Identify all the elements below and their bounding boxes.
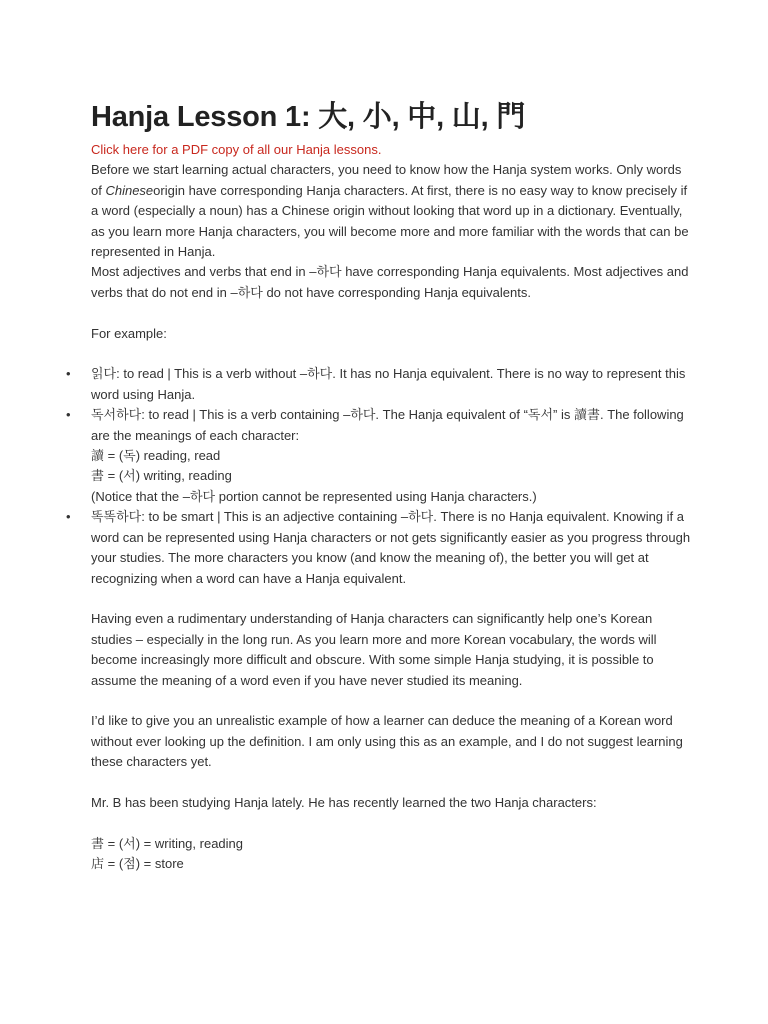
example-line: 읽다: to read | This is a verb without –하다. It has no Hanja equivalent. There is no way to represent this word using Hanja. [91,366,686,402]
example-line: 독서하다: to read | This is a verb containing –하다. The Hanja equivalent of “독서” is 讀書. The following are the meanings of each character: [91,407,684,443]
mr-b-paragraph: Mr. B has been studying Hanja lately. He has recently learned the two Hanja characters: [91,794,597,810]
rule-paragraph: Most adjectives and verbs that end in –하다 have corresponding Hanja equivalents. Most adjectives and verbs that do not end in –하다 do not have corresponding Hanja equivalents. [91,264,689,300]
for-example-label: For example: [91,325,167,341]
page-title: Hanja Lesson 1: 大, 小, 中, 山, 門 [91,101,526,133]
example-line: 書 = (서) writing, reading [91,468,232,484]
character-line: 書 = (서) = writing, reading [91,835,244,851]
pdf-download-link[interactable]: Click here for a PDF copy of all our Hanja lessons. [91,142,382,157]
list-item [66,405,691,507]
intro-emphasis: Chinese [105,182,154,198]
intro-text-after: origin have corresponding Hanja characters. At first, there is no easy way to know precisely if a word (especially a noun) has a Chinese origin without looking that word up in a dictionary. Eventually, as you learn more Hanja characters, you will become more and more familiar with the words that can be represented in Hanja. [91,182,689,260]
bullet: • [66,407,71,423]
lesson-body [66,140,691,875]
character-line: 店 = (점) = store [91,856,184,872]
understanding-paragraph: Having even a rudimentary understanding of Hanja characters can significantly help one’s Korean studies – especially in the long run. As you learn more and more Korean vocabulary, the words will become increasingly more difficult and obscure. With some simple Hanja studying, it is possible to assume the meaning of a word even if you have never studied its meaning. [91,611,657,688]
unrealistic-example-paragraph: I’d like to give you an unrealistic example of how a learner can deduce the meaning of a Korean word without ever looking up the definition. I am only using this as an example, and I do not suggest learning these characters yet. [91,713,683,770]
intro-text-before: Before we start learning actual characters, you need to know how the Hanja system works. Only words of [91,162,682,198]
intro-paragraph [91,160,691,262]
list-item [66,507,691,589]
example-line: 똑똑하다: to be smart | This is an adjective containing –하다. There is no Hanja equivalent. Knowing if a word can be represented using Hanja characters or not gets significantly easier as you progress through your studies. The more characters you know (and know the meaning of), the better you will get at recognizing when a word can have a Hanja equivalent. [91,509,691,586]
example-line: 讀 = (독) reading, read [91,448,221,464]
examples-list [66,364,691,588]
list-item [66,364,691,405]
example-line: (Notice that the –하다 portion cannot be represented using Hanja characters.) [91,488,537,504]
bullet: • [66,366,71,382]
bullet: • [66,509,71,525]
